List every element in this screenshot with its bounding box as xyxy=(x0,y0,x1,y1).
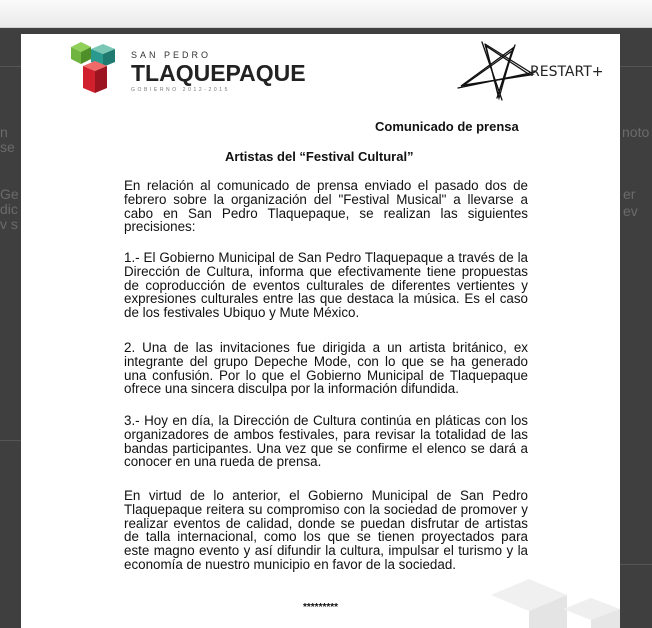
logo-line-gobierno: GOBIERNO 2012-2015 xyxy=(131,87,231,93)
background-divider xyxy=(0,440,21,441)
header-label: Comunicado de prensa xyxy=(375,119,519,134)
paragraph-point-2: 2. Una de las invitaciones fue dirigida a un artista británico, ex integrante del grupo Depeche Mode, con lo que se ha generado una confusión. Por lo que el Gobierno Municipal de Tlaquepaque ofrece una sincera disculpa por la información difundida. xyxy=(124,340,528,397)
browser-toolbar xyxy=(0,0,652,28)
paragraph-point-3: 3.- Hoy en día, la Dirección de Cultura continúa en pláticas con los organizadores de ambos festivales, para revisar la totalidad de las bandas participantes. Una vez que se confirme el elenco se dará a conocer en una rueda de prensa. xyxy=(124,413,528,470)
background-divider xyxy=(620,564,652,565)
background-divider xyxy=(620,66,652,67)
tlaquepaque-cubes-logo-icon xyxy=(69,39,123,95)
paragraph-conclusion: En virtud de lo anterior, el Gobierno Municipal de San Pedro Tlaquepaque reitera su compromiso con la sociedad de promover y realizar eventos de calidad, donde se puedan disfrutar de artistas de talla internacional, como los que se tienen proyectados para este magno evento y así difundir la cultura, impulsar el turismo y la economía de nuestro municipio en favor de la sociedad. xyxy=(124,488,528,572)
background-text-fragment: dic xyxy=(0,201,18,217)
background-text-fragment: er xyxy=(623,186,636,202)
tlaquepaque-logo-text xyxy=(131,50,306,94)
logo-line-san-pedro: SAN PEDRO xyxy=(131,50,212,60)
closing-asterisks: ********* xyxy=(303,602,339,613)
restart-star-logo-icon xyxy=(455,40,539,102)
background-text-fragment: Ge xyxy=(0,186,19,202)
background-text-fragment: v s xyxy=(0,216,18,232)
logo-line-tlaquepaque: TLAQUEPAQUE xyxy=(131,60,306,86)
background-text-fragment: n xyxy=(0,124,8,140)
background-text-fragment: noto xyxy=(622,124,650,140)
paragraph-intro: En relación al comunicado de prensa enviado el pasado dos de febrero sobre la organización del "Festival Musical" a llevarse a cabo en San Pedro Tlaquepaque, se realizan las siguientes precisiones: xyxy=(124,178,528,235)
background-text-fragment: se xyxy=(0,139,15,155)
paragraph-point-1: 1.- El Gobierno Municipal de San Pedro Tlaquepaque a través de la Dirección de Cultura, informa que efectivamente tiene propuestas de coproducción de eventos culturales de diferentes vertientes y expresiones culturales entre las que destaca la música. Es el caso de los festivales Ubiquo y Mute México. xyxy=(124,250,528,321)
document-title: Artistas del “Festival Cultural” xyxy=(225,149,414,164)
background-divider xyxy=(0,66,21,67)
background-text-fragment: ev xyxy=(623,203,638,219)
watermark-cubes-icon xyxy=(491,579,620,628)
restart-logo-text: RESTART+ xyxy=(530,64,604,80)
press-release-document xyxy=(21,34,620,628)
